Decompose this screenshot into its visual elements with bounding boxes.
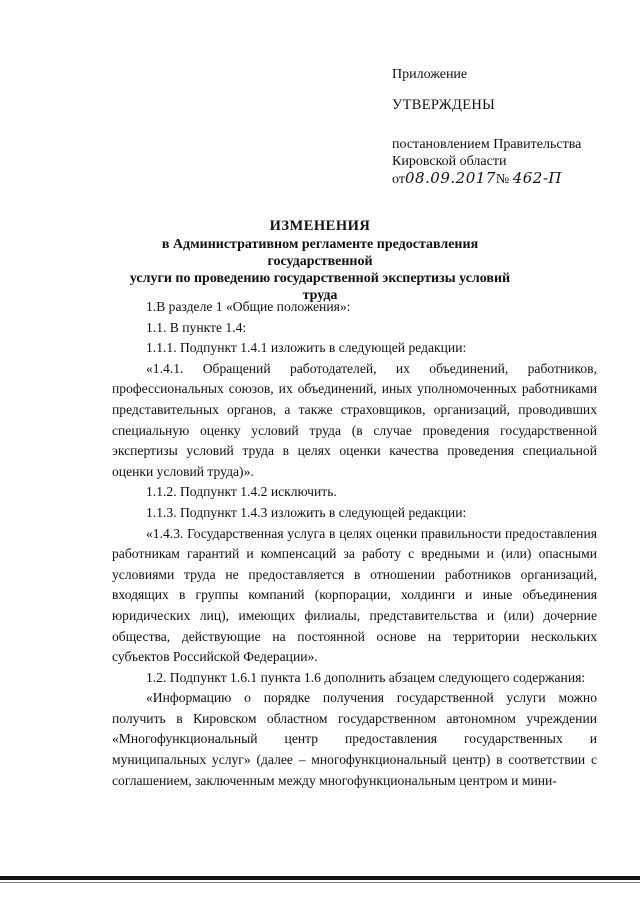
scan-edge-line [0, 876, 640, 880]
handwritten-number: 462-П [512, 169, 562, 187]
paragraph: 1.В разделе 1 «Общие положения»: [146, 299, 351, 314]
paragraph: 1.1.3. Подпункт 1.4.3 изложить в следующей редакции: [146, 504, 467, 520]
handwritten-date: 08.09.2017 [404, 169, 496, 187]
document-body [112, 297, 597, 791]
approval-date-line [392, 170, 632, 188]
paragraph: «Информацию о порядке получения государственной услуги можно получить в Кировском областном государственном автономном учреждении «Многофункциональный центр предоставления государственных и муниципальных услуг» (далее – многофункциональный центр) в соответствии с соглашением, заключенным между многофункциональным центром и мини- [112, 690, 597, 788]
title-heading: ИЗМЕНЕНИЯ [269, 218, 371, 234]
paragraph: 1.1.1. Подпункт 1.4.1 изложить в следующей редакции: [146, 340, 467, 356]
title-line-1: в Административном регламенте предоставления государственной [161, 237, 479, 269]
approval-block [392, 66, 632, 188]
approved-label: УТВЕРЖДЕНЫ [392, 97, 496, 113]
number-sign: № [495, 172, 510, 187]
date-prefix: от [392, 172, 405, 187]
title-line-2: услуги по проведению государственной экспертизы условий труда [129, 271, 511, 303]
paragraph: 1.1.2. Подпункт 1.4.2 исключить. [146, 484, 337, 500]
approval-line-1: постановлением Правительства [392, 137, 582, 152]
approval-line-2: Кировской области [392, 154, 507, 169]
paragraph: 1.2. Подпункт 1.6.1 пункта 1.6 дополнить абзацем следующего содержания: [146, 669, 586, 685]
paragraph: «1.4.3. Государственная услуга в целях оценки правильности предоставления работникам гарантий и компенсаций за работу с вредными и (или) опасными условиями труда не предоставляется в отношении работников организаций, входящих в группы компаний (корпорации, холдинги и иные объединения юридических лиц), имеющих филиалы, представительства и (или) дочерние общества, действующие на постоянной основе на территории нескольких субъектов Российской Федерации». [112, 525, 597, 665]
paragraph: «1.4.1. Обращений работодателей, их объединений, работников, профессиональных союзов, их объединений, иных уполномоченных работниками представительных органов, а также страховщиков, организаций, проводивших специальную оценку условий труда (в случае проведения государственной экспертизы условий труда в целях оценки качества проведения специальной оценки условий труда)». [112, 360, 597, 479]
document-title [120, 218, 520, 304]
paragraph: 1.1. В пункте 1.4: [146, 319, 247, 335]
appendix-label: Приложение [392, 67, 468, 82]
scan-edge-line-thin [0, 882, 640, 883]
